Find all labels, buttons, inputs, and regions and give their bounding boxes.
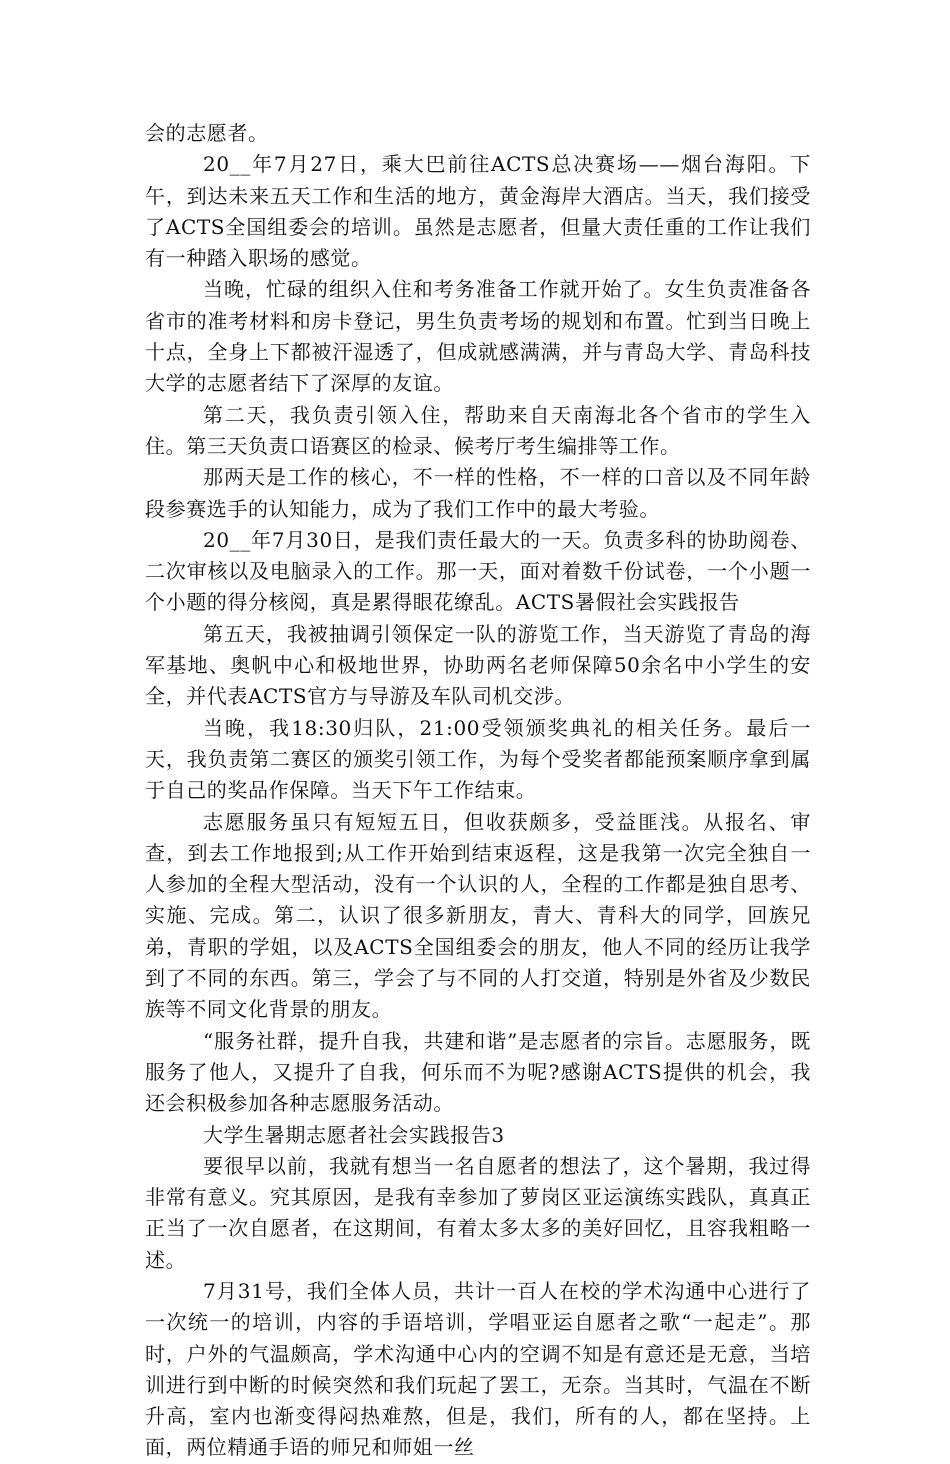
paragraph: 当晚，忙碌的组织入住和考务准备工作就开始了。女生负责准备各省市的准考材料和房卡登记，男生负责考场的规划和布置。忙到当日晚上十点，全身上下都被汗湿透了，但成就感满满，并与青岛大学、青岛科技大学的志愿者结下了深厚的友谊。 — [145, 277, 811, 396]
paragraph: 第二天，我负责引领入住，帮助来自天南海北各个省市的学生入住。第三天负责口语赛区的检录、候考厅考生编排等工作。 — [145, 402, 811, 458]
paragraph: 7月31号，我们全体人员，共计一百人在校的学术沟通中心进行了一次统一的培训，内容的手语培训，学唱亚运自愿者之歌“一起走”。那时，户外的气温颇高，学术沟通中心内的空调不知是有意还是无意，当培训进行到中断的时候突然和我们玩起了罢工，无奈。当其时，气温在不断升高，室内也渐变得闷热难熬，但是，我们，所有的人，都在坚持。上面，两位精通手语的师兄和师姐一丝 — [145, 1278, 811, 1460]
paragraph: 要很早以前，我就有想当一名自愿者的想法了，这个暑期，我过得非常有意义。究其原因，是我有幸参加了萝岗区亚运演练实践队，真真正正当了一次自愿者，在这期间，有着太多太多的美好回忆，且容我粗略一述。 — [145, 1153, 811, 1272]
paragraph: 20__年7月27日，乘大巴前往ACTS总决赛场——烟台海阳。下午，到达未来五天工作和生活的地方，黄金海岸大酒店。当天，我们接受了ACTS全国组委会的培训。虽然是志愿者，但量大责任重的工作让我们有一种踏入职场的感觉。 — [145, 152, 811, 271]
paragraph: 那两天是工作的核心，不一样的性格，不一样的口音以及不同年龄段参赛选手的认知能力，成为了我们工作中的最大考验。 — [145, 465, 811, 521]
paragraph: 当晚，我18:30归队，21:00受领颁奖典礼的相关任务。最后一天，我负责第二赛区的颁奖引领工作，为每个受奖者都能预案顺序拿到属于自己的奖品作保障。当天下午工作结束。 — [145, 715, 811, 803]
paragraph: 志愿服务虽只有短短五日，但收获颇多，受益匪浅。从报名、审查，到去工作地报到;从工作开始到结束返程，这是我第一次完全独自一人参加的全程大型活动，没有一个认识的人，全程的工作都是独自思考、实施、完成。第二，认识了很多新朋友，青大、青科大的同学，回族兄弟，青职的学姐，以及ACTS全国组委会的朋友，他人不同的经历让我学到了不同的东西。第三，学会了与不同的人打交道，特别是外省及少数民族等不同文化背景的朋友。 — [145, 809, 811, 1022]
paragraph: 20__年7月30日，是我们责任最大的一天。负责多科的协助阅卷、二次审核以及电脑录入的工作。那一天，面对着数千份试卷，一个小题一个小题的得分核阅，真是累得眼花缭乱。ACTS暑假社会实践报告 — [145, 527, 811, 615]
document-page — [145, 118, 811, 1464]
section-heading: 大学生暑期志愿者社会实践报告3 — [203, 1122, 505, 1147]
paragraph: 第五天，我被抽调引领保定一队的游览工作，当天游览了青岛的海军基地、奥帆中心和极地世界，协助两名老师保障50余名中小学生的安全，并代表ACTS官方与导游及车队司机交涉。 — [145, 621, 811, 709]
paragraph: “服务社群，提升自我，共建和谐”是志愿者的宗旨。志愿服务，既服务了他人，又提升了自我，何乐而不为呢?感谢ACTS提供的机会，我还会积极参加各种志愿服务活动。 — [145, 1028, 811, 1116]
paragraph-continuation: 会的志愿者。 — [145, 121, 269, 145]
